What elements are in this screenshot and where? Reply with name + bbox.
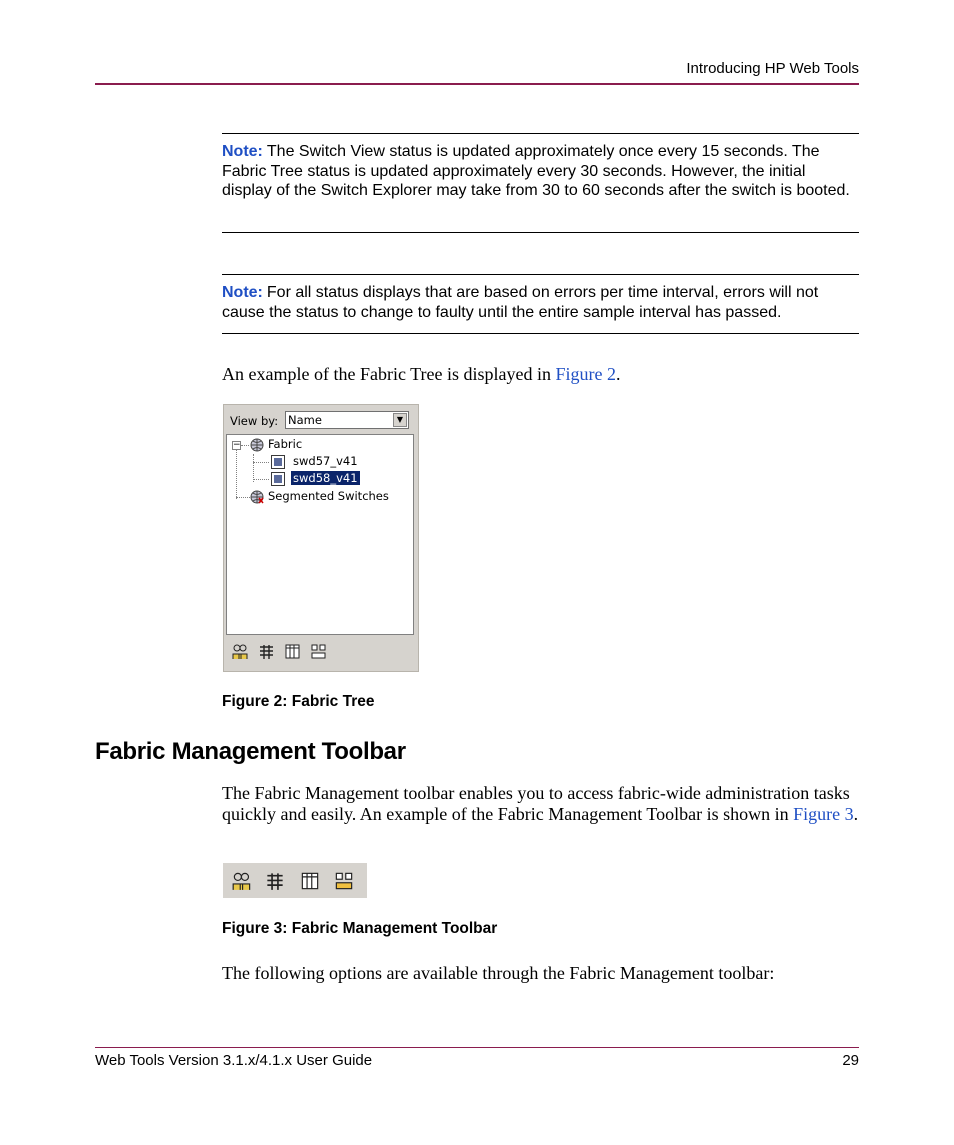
switch-icon — [271, 455, 285, 469]
note-box-1 — [222, 133, 859, 233]
collapse-icon[interactable]: − — [233, 440, 241, 450]
tree-connector — [236, 450, 237, 499]
tiles-icon[interactable] — [334, 871, 354, 891]
chevron-down-icon[interactable]: ▼ — [393, 413, 407, 427]
zoning-icon[interactable] — [265, 871, 285, 891]
figure-2-link[interactable]: Figure 2 — [555, 364, 616, 384]
toolbar-paragraph: The Fabric Management toolbar enables you to access fabric-wide administration tasks quickly and easily. An example of the Fabric Management Toolbar is shown in Figure 3. — [222, 783, 859, 824]
view-by-select[interactable]: Name ▼ — [285, 411, 409, 429]
users-icon[interactable] — [232, 643, 249, 660]
footer-rule — [95, 1047, 859, 1048]
table-icon[interactable] — [284, 643, 301, 660]
tree-connector — [241, 445, 249, 446]
tree-connector — [253, 479, 269, 480]
options-paragraph: The following options are available through the Fabric Management toolbar: — [222, 963, 775, 983]
tree-connector — [253, 462, 269, 463]
tree-node-switch-selected[interactable]: swd58_v41 — [293, 471, 358, 485]
fabric-tree[interactable] — [226, 434, 414, 635]
switch-icon — [271, 472, 285, 486]
note-box-2 — [222, 274, 859, 334]
note-label: Note: — [222, 143, 263, 160]
tree-node-fabric[interactable]: Fabric — [268, 437, 303, 451]
fabric-toolbar — [226, 640, 414, 667]
note-text: For all status displays that are based on errors per time interval, errors will not cause the status to change to faulty until the entire sample interval has passed. — [222, 284, 819, 321]
intro-paragraph: An example of the Fabric Tree is displayed in Figure 2. — [222, 364, 621, 384]
header-rule — [95, 83, 859, 85]
tree-connector — [253, 454, 254, 482]
note-text: The Switch View status is updated approximately once every 15 seconds. The Fabric Tree status is updated approximately every 30 seconds. However, the initial display of the Switch Explorer may take from 30 to 60 seconds after the switch is booted. — [222, 143, 850, 199]
tree-node-switch[interactable]: swd57_v41 — [293, 454, 358, 468]
fabric-globe-icon — [250, 438, 264, 452]
segmented-globe-icon — [250, 490, 264, 504]
table-icon[interactable] — [300, 871, 320, 891]
page-number: 29 — [842, 1052, 859, 1069]
note-label: Note: — [222, 284, 263, 301]
tree-connector — [236, 497, 250, 498]
view-by-label: View by: — [230, 414, 279, 428]
footer-title: Web Tools Version 3.1.x/4.1.x User Guide — [95, 1052, 373, 1069]
users-icon[interactable] — [232, 871, 252, 891]
figure-3-link[interactable]: Figure 3 — [793, 804, 854, 824]
fabric-management-toolbar — [223, 863, 367, 898]
figure-3-caption: Figure 3: Fabric Management Toolbar — [222, 920, 498, 937]
figure-2-caption: Figure 2: Fabric Tree — [222, 693, 375, 710]
section-heading: Fabric Management Toolbar — [95, 738, 406, 765]
fabric-tree-panel — [223, 404, 419, 672]
tree-node-segmented[interactable]: Segmented Switches — [268, 489, 389, 503]
running-header: Introducing HP Web Tools — [686, 60, 859, 77]
zoning-icon[interactable] — [258, 643, 275, 660]
tiles-icon[interactable] — [310, 643, 327, 660]
